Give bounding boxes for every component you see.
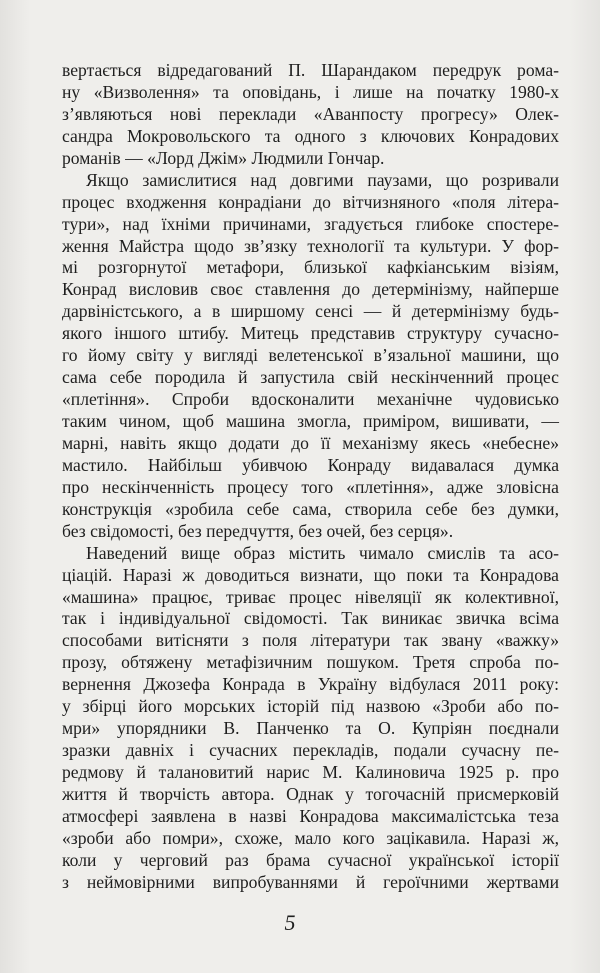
body-text	[62, 60, 559, 894]
text-line: «зроби або помри», схоже, мало кого зацікавила. Наразі ж,	[62, 827, 559, 848]
text-line: Якщо замислитися над довгими паузами, що розривали	[86, 169, 559, 190]
text-line: мі розгорнутої метафори, близької кафкіанським візіям,	[62, 257, 559, 278]
text-line: «машина» працює, триває процес нівеляції як колективної,	[62, 586, 559, 607]
text-line: коли у черговий раз брама сучасної української історії	[62, 849, 559, 870]
text-line: про нескінченність процесу того «плетіння», адже зловісна	[62, 476, 559, 497]
text-line: вернення Джозефа Конрада в Україну відбулася 2011 року:	[62, 674, 559, 695]
text-line: процес входження конрадіани до вітчизняного «поля літера-	[62, 191, 559, 212]
text-line: сандра Мокровольского та одного з ключових Конрадових	[62, 125, 559, 146]
text-line: ження Майстра щодо зв’язку технології та культури. У фор-	[62, 235, 559, 256]
text-line: Конрад висловив своє ставлення до детермінізму, найперше	[62, 279, 559, 300]
text-line: Наведений вище образ містить чимало смислів та асо-	[86, 542, 559, 563]
text-line: таким чином, щоб машина змогла, приміром, вишивати, —	[62, 411, 559, 431]
text-line: життя й творчість автора. Однак у тогочасній присмерковій	[62, 783, 559, 804]
text-line: без свідомості, без передчуття, без очей, без серця».	[62, 520, 454, 541]
text-line: тури», над їхніми причинами, згадується глибоке спостере-	[62, 213, 559, 234]
text-line: марні, навіть якщо додати до її механізму якесь «небесне»	[62, 432, 559, 453]
text-line: конструкція «зробила себе сама, створила себе без думки,	[62, 498, 559, 519]
text-line: з неймовірними випробуваннями й героїчними жертвами	[62, 871, 559, 892]
text-line: романів — «Лорд Джім» Людмили Гончар.	[62, 147, 385, 168]
text-line: сама себе породила й запустила свій нескінченний процес	[62, 367, 559, 388]
text-line: го йому світу у вигляді велетенської в’язальної машини, що	[62, 345, 559, 366]
text-line: мастило. Найбільш убивчою Конраду видавалася думка	[62, 454, 559, 475]
text-line: способами витісняти з поля літератури так звану «важку»	[62, 630, 559, 651]
text-line: дарвіністського, а в ширшому сенсі — й детермінізму будь-	[62, 301, 559, 322]
page-number: 5	[284, 910, 296, 935]
text-line: атмосфері заявлена в назві Конрадова максималістська теза	[62, 805, 559, 826]
text-line: зразки давніх і сучасних перекладів, подали сучасну пе-	[62, 740, 559, 761]
text-line: з’являються нові переклади «Аванпосту прогресу» Олек-	[62, 103, 559, 124]
text-line: редмову й талановитий нарис М. Калиновича 1925 р. про	[62, 762, 559, 782]
text-line: якого іншого штибу. Митець представив структуру сучасно-	[62, 323, 559, 344]
text-line: у збірці його морських історій під назвою «Зроби або по-	[62, 696, 559, 717]
text-line: мри» упорядники В. Панченко та О. Купріян поєднали	[62, 718, 559, 739]
text-line: ну «Визволення» та оповідань, і лише на початку 1980-х	[62, 81, 559, 102]
text-line: прозу, обтяжену метафізичним пошуком. Третя спроба по-	[62, 652, 559, 673]
text-line: так і індивідуальної свідомості. Так виникає звичка всіма	[62, 608, 559, 629]
text-line: вертається відредагований П. Шарандаком передрук рома-	[62, 60, 559, 80]
text-line: «плетіння». Спроби вдосконалити механічне чудовисько	[62, 389, 559, 410]
text-line: ціацій. Наразі ж доводиться визнати, що поки та Конрадова	[62, 564, 559, 585]
